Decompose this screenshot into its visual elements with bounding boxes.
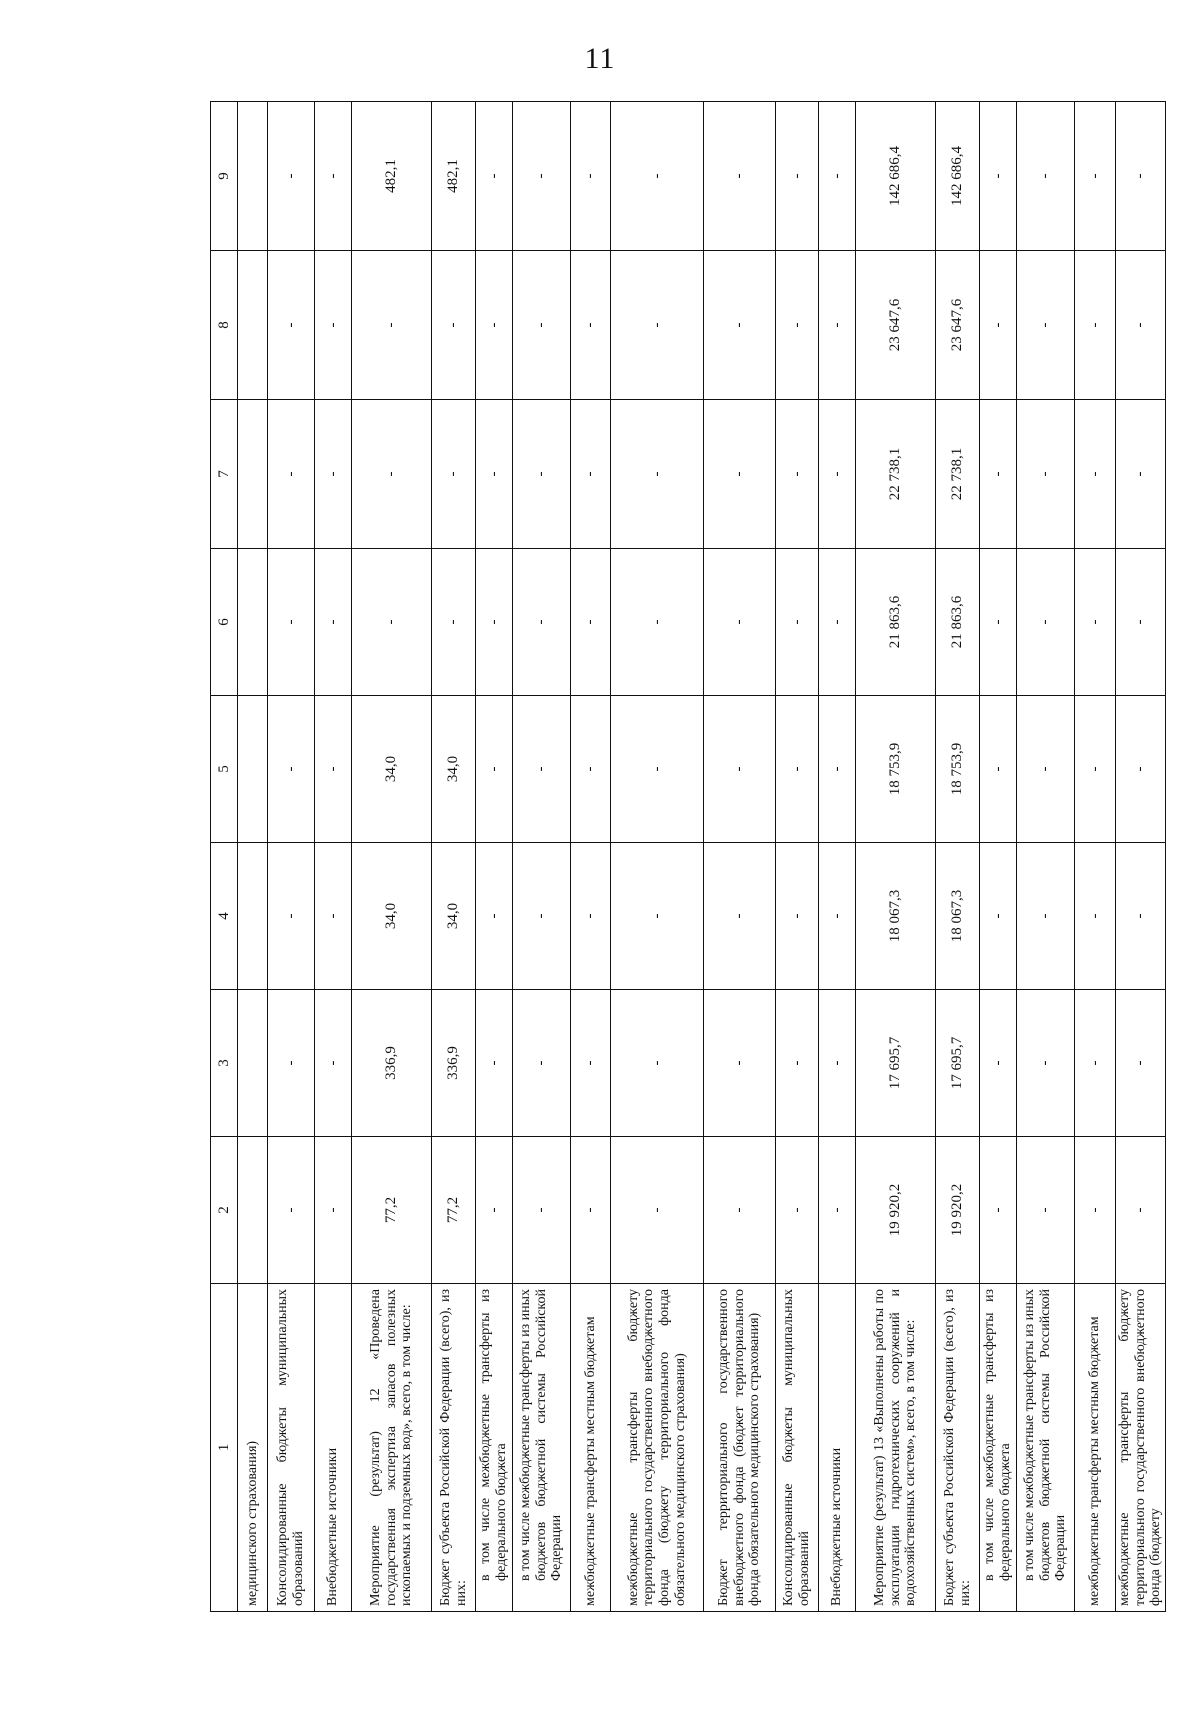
column-header-4: 4	[211, 843, 238, 990]
value-cell: -	[315, 102, 352, 251]
column-header-7: 7	[211, 400, 238, 549]
value-cell: -	[611, 251, 704, 400]
value-cell: -	[819, 990, 856, 1137]
table-row	[936, 102, 980, 1612]
value-cell: 23 647,6	[856, 251, 936, 400]
row-label: межбюджетные трансферты местным бюджетам	[571, 1284, 611, 1612]
value-cell	[238, 549, 268, 696]
row-label: Бюджет субъекта Российской Федерации (всего), из них:	[936, 1284, 980, 1612]
value-cell	[238, 1137, 268, 1284]
value-cell: -	[315, 549, 352, 696]
value-cell: -	[1116, 549, 1166, 696]
value-cell: -	[476, 843, 513, 990]
value-cell: 18 753,9	[936, 696, 980, 843]
value-cell: 22 738,1	[936, 400, 980, 549]
value-cell: 21 863,6	[856, 549, 936, 696]
table-row	[856, 102, 936, 1612]
value-cell: -	[352, 251, 432, 400]
value-cell	[238, 400, 268, 549]
value-cell: -	[571, 990, 611, 1137]
column-header-5: 5	[211, 696, 238, 843]
table-row	[513, 102, 571, 1612]
value-cell: -	[268, 400, 315, 549]
value-cell: -	[704, 990, 776, 1137]
value-cell	[238, 990, 268, 1137]
value-cell: 34,0	[352, 843, 432, 990]
value-cell: -	[611, 400, 704, 549]
row-label: Внебюджетные источники	[819, 1284, 856, 1612]
row-label: Внебюджетные источники	[315, 1284, 352, 1612]
table-row	[571, 102, 611, 1612]
value-cell: -	[819, 1137, 856, 1284]
value-cell: -	[315, 990, 352, 1137]
table-row	[238, 102, 268, 1612]
value-cell: -	[980, 549, 1017, 696]
row-label: медицинского страхования)	[238, 1284, 268, 1612]
table-row	[1116, 102, 1166, 1612]
value-cell: 21 863,6	[936, 549, 980, 696]
value-cell: -	[1116, 1137, 1166, 1284]
row-label: в том числе межбюджетные трансферты из иных бюджетов бюджетной системы Российской Федерации	[1017, 1284, 1075, 1612]
value-cell: -	[776, 102, 819, 251]
value-cell: -	[611, 549, 704, 696]
value-cell: -	[1116, 696, 1166, 843]
value-cell: -	[571, 843, 611, 990]
table-row	[704, 102, 776, 1612]
value-cell: -	[571, 696, 611, 843]
row-label: Консолидированные бюджеты муниципальных образований	[268, 1284, 315, 1612]
value-cell: -	[513, 696, 571, 843]
value-cell: -	[315, 843, 352, 990]
value-cell: -	[1075, 400, 1116, 549]
value-cell: -	[513, 251, 571, 400]
value-cell: -	[819, 102, 856, 251]
rotated-table-area	[210, 102, 1164, 1612]
value-cell: -	[476, 990, 513, 1137]
value-cell: -	[571, 400, 611, 549]
value-cell: -	[1017, 843, 1075, 990]
value-cell: -	[268, 102, 315, 251]
value-cell: -	[315, 400, 352, 549]
table-row	[1017, 102, 1075, 1612]
value-cell: -	[704, 400, 776, 549]
row-label: Консолидированные бюджеты муниципальных образований	[776, 1284, 819, 1612]
value-cell: -	[476, 696, 513, 843]
value-cell: -	[704, 102, 776, 251]
column-header-8: 8	[211, 251, 238, 400]
value-cell: 18 067,3	[936, 843, 980, 990]
table-row	[315, 102, 352, 1612]
value-cell: -	[1075, 990, 1116, 1137]
value-cell: 17 695,7	[936, 990, 980, 1137]
table-row	[1075, 102, 1116, 1612]
value-cell: -	[571, 251, 611, 400]
row-label: в том числе межбюджетные трансферты из федерального бюджета	[980, 1284, 1017, 1612]
value-cell: -	[611, 102, 704, 251]
value-cell: -	[1017, 696, 1075, 843]
value-cell: -	[513, 400, 571, 549]
value-cell: -	[980, 400, 1017, 549]
value-cell: -	[513, 990, 571, 1137]
value-cell: -	[571, 102, 611, 251]
value-cell: -	[268, 1137, 315, 1284]
value-cell: -	[704, 843, 776, 990]
table-row	[980, 102, 1017, 1612]
value-cell: -	[1116, 400, 1166, 549]
value-cell: 34,0	[432, 696, 476, 843]
value-cell: -	[819, 843, 856, 990]
value-cell: -	[1017, 251, 1075, 400]
row-label: Бюджет территориального государственного внебюджетного фонда (бюджет территориального фонда обязательного медицинского страхования)	[704, 1284, 776, 1612]
value-cell: 336,9	[432, 990, 476, 1137]
value-cell: -	[819, 400, 856, 549]
table-row	[352, 102, 432, 1612]
value-cell: -	[476, 400, 513, 549]
row-label: межбюджетные трансферты бюджету территориального государственного внебюджетного фонда (бюджету	[1116, 1284, 1166, 1612]
value-cell: -	[1017, 549, 1075, 696]
value-cell: -	[476, 251, 513, 400]
value-cell: -	[513, 843, 571, 990]
value-cell: 34,0	[352, 696, 432, 843]
value-cell: 77,2	[352, 1137, 432, 1284]
value-cell: -	[1017, 990, 1075, 1137]
value-cell: -	[315, 251, 352, 400]
value-cell: -	[268, 696, 315, 843]
value-cell: -	[980, 102, 1017, 251]
row-label: межбюджетные трансферты бюджету территориального государственного внебюджетного фонда (бюджету территориального фонда обязательного медицинского страхования)	[611, 1284, 704, 1612]
value-cell: -	[352, 400, 432, 549]
value-cell: -	[352, 549, 432, 696]
value-cell: -	[1075, 696, 1116, 843]
table-row	[476, 102, 513, 1612]
value-cell: 77,2	[432, 1137, 476, 1284]
value-cell: -	[776, 251, 819, 400]
value-cell: -	[513, 102, 571, 251]
value-cell: -	[476, 549, 513, 696]
value-cell: 18 067,3	[856, 843, 936, 990]
column-header-6: 6	[211, 549, 238, 696]
row-label: Мероприятие (результат) 13 «Выполнены работы по эксплуатации гидротехнических сооружений и водохозяйственных систем», всего, в том числе:	[856, 1284, 936, 1612]
value-cell: -	[1017, 102, 1075, 251]
column-header-1: 1	[211, 1284, 238, 1612]
table-body	[238, 102, 1166, 1612]
value-cell: -	[315, 696, 352, 843]
value-cell: -	[704, 549, 776, 696]
value-cell	[238, 843, 268, 990]
column-header-2: 2	[211, 1137, 238, 1284]
value-cell: -	[704, 1137, 776, 1284]
value-cell: -	[1116, 251, 1166, 400]
value-cell: -	[268, 549, 315, 696]
value-cell: -	[1075, 549, 1116, 696]
value-cell: -	[432, 251, 476, 400]
value-cell	[238, 696, 268, 843]
row-label: в том числе межбюджетные трансферты из федерального бюджета	[476, 1284, 513, 1612]
value-cell: -	[776, 1137, 819, 1284]
table-row	[819, 102, 856, 1612]
table-row	[432, 102, 476, 1612]
value-cell: -	[1075, 102, 1116, 251]
value-cell: -	[611, 990, 704, 1137]
row-label: в том числе межбюджетные трансферты из иных бюджетов бюджетной системы Российской Федерации	[513, 1284, 571, 1612]
value-cell: -	[1075, 843, 1116, 990]
value-cell	[238, 251, 268, 400]
value-cell: -	[776, 549, 819, 696]
value-cell: -	[819, 549, 856, 696]
column-header-3: 3	[211, 990, 238, 1137]
value-cell: 19 920,2	[936, 1137, 980, 1284]
value-cell: -	[1116, 843, 1166, 990]
row-label: Мероприятие (результат) 12 «Проведена государственная экспертиза запасов полезных ископаемых и подземных вод», всего, в том числе:	[352, 1284, 432, 1612]
value-cell: -	[980, 251, 1017, 400]
value-cell: 336,9	[352, 990, 432, 1137]
value-cell: -	[1017, 1137, 1075, 1284]
value-cell: -	[1116, 102, 1166, 251]
value-cell: -	[268, 251, 315, 400]
value-cell: -	[268, 990, 315, 1137]
value-cell: 142 686,4	[936, 102, 980, 251]
value-cell: -	[611, 696, 704, 843]
value-cell: -	[980, 990, 1017, 1137]
page-number: 11	[584, 42, 616, 75]
value-cell: -	[819, 696, 856, 843]
value-cell: -	[476, 1137, 513, 1284]
value-cell: -	[980, 1137, 1017, 1284]
value-cell: -	[704, 251, 776, 400]
value-cell: -	[315, 1137, 352, 1284]
value-cell: -	[1116, 990, 1166, 1137]
column-header-9: 9	[211, 102, 238, 251]
value-cell: -	[1075, 1137, 1116, 1284]
value-cell: -	[611, 843, 704, 990]
table-row	[268, 102, 315, 1612]
value-cell: -	[513, 549, 571, 696]
row-label: межбюджетные трансферты местным бюджетам	[1075, 1284, 1116, 1612]
value-cell: -	[611, 1137, 704, 1284]
value-cell: 482,1	[432, 102, 476, 251]
value-cell: -	[1075, 251, 1116, 400]
value-cell: 142 686,4	[856, 102, 936, 251]
value-cell: 482,1	[352, 102, 432, 251]
value-cell: -	[1017, 400, 1075, 549]
value-cell: 23 647,6	[936, 251, 980, 400]
value-cell: -	[980, 843, 1017, 990]
value-cell: -	[980, 696, 1017, 843]
value-cell: -	[513, 1137, 571, 1284]
value-cell: -	[432, 400, 476, 549]
value-cell: -	[432, 549, 476, 696]
table-row	[611, 102, 704, 1612]
value-cell: -	[571, 1137, 611, 1284]
table-row	[776, 102, 819, 1612]
value-cell: -	[268, 843, 315, 990]
row-label: Бюджет субъекта Российской Федерации (всего), из них:	[432, 1284, 476, 1612]
value-cell: -	[776, 696, 819, 843]
value-cell: -	[776, 400, 819, 549]
value-cell: 18 753,9	[856, 696, 936, 843]
value-cell: -	[776, 990, 819, 1137]
value-cell: -	[819, 251, 856, 400]
value-cell: 19 920,2	[856, 1137, 936, 1284]
value-cell: -	[704, 696, 776, 843]
budget-table	[210, 101, 1166, 1612]
value-cell	[238, 102, 268, 251]
value-cell: -	[476, 102, 513, 251]
value-cell: -	[776, 843, 819, 990]
value-cell: 34,0	[432, 843, 476, 990]
value-cell: -	[571, 549, 611, 696]
value-cell: 17 695,7	[856, 990, 936, 1137]
table-header-row	[211, 102, 238, 1612]
value-cell: 22 738,1	[856, 400, 936, 549]
